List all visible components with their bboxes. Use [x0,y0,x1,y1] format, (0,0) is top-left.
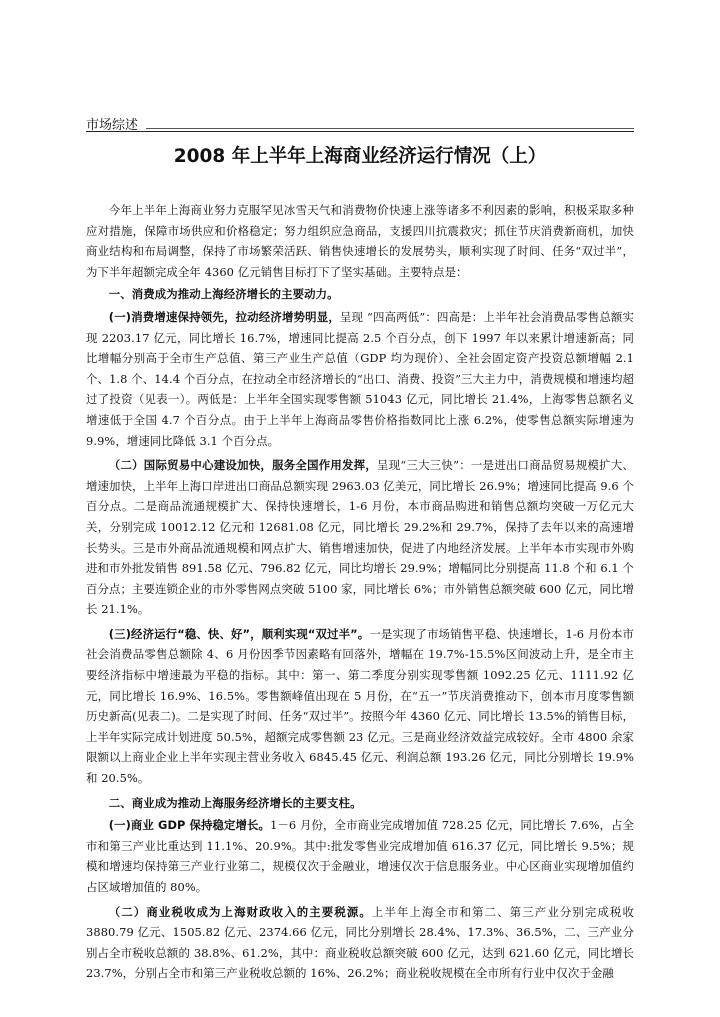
section-heading-2: 二、商业成为推动上海服务经济增长的主要支柱。 [108,795,362,810]
paragraph-lead: （二）国际贸易中心建设加快，服务全国作用发挥， [108,458,378,473]
paragraph-2-2 [86,902,634,984]
paragraph-1-3 [86,624,634,789]
paragraph-text: 呈现“三大三快”：一是进出口商品贸易规模扩大、增速加快，上半年上海口岸进出口商品总额实现 2963.03 亿美元，同比增长 26.9%；增速同比提高 9.6 个百分点。二是商品流通规模扩大、保持快速增长，1-6 月份，本市商品购进和销售总额均突破一万亿元大关，分别完成 10012.12 亿元和 12681.08 亿元，同比增长 29.2%和 29.7%，保持了去年以来的高速增长势头。三是市外商品流通规模和网点扩大、销售增速加快，促进了内地经济发展。上半年本市实现市外购进和市外批发销售 891.58 亿元、796.82 亿元，同比均增长 29.9%；增幅同比分别提高 11.8 个和 6.1 个百分点；主要连锁企业的市外零售网点突破 5100 家，同比增长 6%；市外销售总额突破 600 亿元，同比增长 21.1%。 [86,458,634,617]
article-body [86,200,634,984]
paragraph-lead: (一)商业 GDP 保持稳定增长。 [108,818,271,833]
paragraph-text: 上半年上海全市和第二、第三产业分别完成税收 3880.79 亿元、1505.82 亿元、2374.66 亿元，同比分别增长 28.4%、17.3%、36.5%，二、三产业分别占全市税收总额的 38.8%、61.2%，其中：商业税收总额突破 600 亿元，达到 621.60 亿元，同比增长 23.7%，分别占全市和第三产业税收总额的 16%、26.2%；商业税收规模在全市所有行业中仅次于金融 [86,904,634,981]
header-divider-thin [146,128,634,129]
page-header [86,112,634,134]
section-heading-1: 一、消费成为推动上海经济增长的主要动力。 [108,287,339,302]
paragraph-1-2 [86,455,634,620]
paragraph-text: 1－6 月份，全市商业完成增加值 728.25 亿元，同比增长 7.6%，占全市和第三产业比重达到 11.1%、20.9%。其中:批发零售业完成增加值 616.37 亿元，同比增长 9.5%；规模和增速均保持第三产业行业第二，规模仅次于金融业，增速仅次于信息服务业。中心区商业实现增加值约占区域增加值的 80%。 [86,818,634,894]
paragraph-text: 呈现 “四高两低”：四高是：上半年社会消费品零售总额实现 2203.17 亿元，同比增长 16.7%，增速同比提高 2.5 个百分点，创下 1997 年以来累计增速新高；同比增幅分别高于全市生产总值、第三产业生产总值（GDP 均为现价）、全社会固定资产投资总额增幅 2.1 个、1.8 个、14.4 个百分点，在拉动全市经济增长的“出口、消费、投资”三大主力中，消费规模和增速均超过了投资（见表一）。两低是：上半年全国实现零售额 51043 亿元，同比增长 21.4%，上海零售总额名义增速低于全国 4.7 个百分点。由于上半年上海商品零售价格指数同比上涨 6.2%，使零售总额实际增速为 9.9%，增速同比降低 3.1 个百分点。 [86,309,635,448]
paragraph-lead: (三)经济运行“稳、快、好”，顺利实现“双过半”。 [108,626,370,641]
paragraph-2-1 [86,815,634,897]
paragraph-lead: (一)消费增速保持领先，拉动经济增势明显， [108,309,340,324]
paragraph-1-1 [86,307,634,451]
header-divider [86,131,634,132]
paragraph-text: 一是实现了市场销售平稳、快速增长，1-6 月份本市社会消费品零售总额除 4、6 月份因季节因素略有回落外，增幅在 19.7%-15.5%区间波动上升，是全市主要经济指标中增速最为平稳的指标。其中：第一、第二季度分别实现零售额 1092.25 亿元、1111.92 亿元，同比增长 16.9%、16.5%。零售额峰值出现在 5 月份，在“五一”节庆消费推动下，创本市月度零售额历史新高(见表二)。二是实现了时间、任务“双过半”。按照今年 4360 亿元、同比增长 13.5%的销售目标，上半年实际完成计划进度 50.5%，超额完成零售额 23 亿元。三是商业经济效益完成较好。全市 4800 余家限额以上商业企业上半年实现主营业务收入 6845.45 亿元、利润总额 193.26 亿元，同比分别增长 19.9%和 20.5%。 [86,626,635,786]
intro-paragraph: 今年上半年上海商业努力克服罕见冰雪天气和消费物价快速上涨等诸多不利因素的影响，积极采取多种应对措施，保障市场供应和价格稳定；努力组织应急商品，支援四川抗震救灾；抓住节庆消费新商机，加快商业结构和布局调整，保持了市场繁荣活跃、销售快速增长的发展势头，顺利实现了时间、任务“双过半”，为下半年超额完成全年 4360 亿元销售目标打下了坚实基础。主要特点是： [86,203,634,279]
paragraph-lead: （二）商业税收成为上海财政收入的主要税源。 [108,904,372,919]
article-title: 2008 年上半年上海商业经济运行情况（上） [173,146,547,167]
section-label: 市场综述 [86,118,139,133]
